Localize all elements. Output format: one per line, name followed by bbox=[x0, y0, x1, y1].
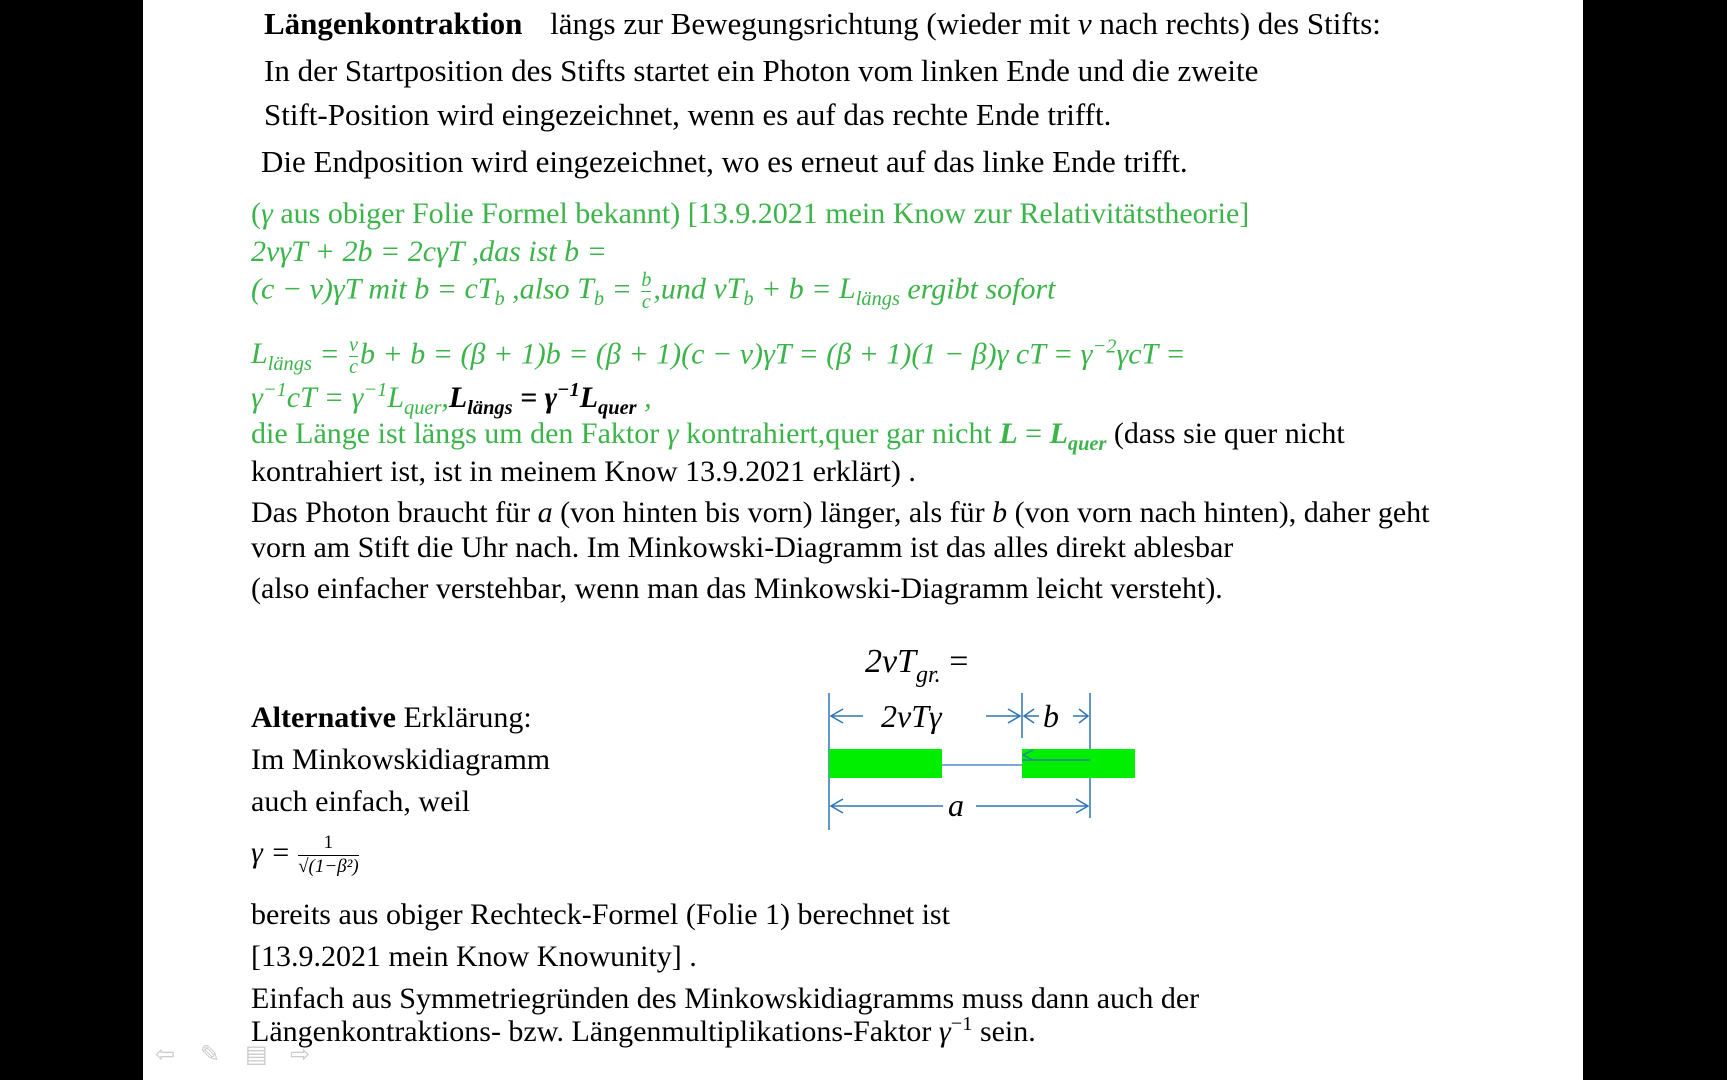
derivation-line-6: die Länge ist längs um den Faktor γ kontrahiert,quer gar nicht $L = L_{quer}$ (dass sie quer nicht bbox=[251, 417, 1345, 455]
heading-title: Längenkontraktion bbox=[264, 6, 523, 41]
alternative-line-2: auch einfach, weil bbox=[251, 785, 471, 818]
diagram-top-label: $2vT_{gr.}$ = bbox=[865, 643, 969, 688]
menu-icon[interactable]: ▤ bbox=[245, 1040, 268, 1068]
intro-line-3: Die Endposition wird eingezeichnet, wo es erneut auf das linke Ende trifft. bbox=[261, 144, 1188, 179]
intro-line-2: Stift-Position wird eingezeichnet, wenn es auf das rechte Ende trifft. bbox=[264, 97, 1112, 132]
alternative-after-3: Einfach aus Symmetriegründen des Minkowskidiagramms muss dann auch der bbox=[251, 982, 1200, 1015]
pen-start-bar bbox=[829, 749, 942, 778]
pen-icon[interactable]: ✎ bbox=[200, 1040, 221, 1068]
diagram-bottom-label: a bbox=[948, 787, 964, 823]
derivation-line-2: 2vγT + 2b = 2cγT ,das ist b = bbox=[251, 235, 607, 268]
diagram-seg2-label: b bbox=[1043, 698, 1059, 734]
derivation-line-3: (c − v)γT mit $b = cT_b$ ,also $T_b$ = $\frac{b}{c}$ ,und $vT_b + b = L_{längs}$ ergibt sofort bbox=[251, 269, 1056, 313]
length-diagram bbox=[143, 0, 1583, 1080]
pen-end-bar bbox=[1022, 749, 1135, 778]
back-arrow-icon[interactable]: ⇦ bbox=[155, 1040, 176, 1068]
photon-line-2: vorn am Stift die Uhr nach. Im Minkowski-Diagramm ist das alles direkt ablesbar bbox=[251, 531, 1234, 564]
alternative-after-4: Längenkontraktions- bzw. Längenmultiplikations-Faktor $\gamma^{-1}$ sein. bbox=[251, 1013, 1036, 1048]
diagram-seg1-label: 2vTγ bbox=[881, 698, 942, 734]
heading-rest: längs zur Bewegungsrichtung (wieder mit v nach rechts) des Stifts: bbox=[550, 6, 1381, 41]
alternative-after-2: [13.9.2021 mein Know Knowunity] . bbox=[251, 940, 697, 973]
alternative-line-1: Im Minkowskidiagramm bbox=[251, 743, 551, 776]
intro-line-1: In der Startposition des Stifts startet ein Photon vom linken Ende und die zweite bbox=[264, 53, 1259, 88]
gamma-formula: γ = $\frac{1}{\text{√(1−β²)}}$ bbox=[251, 832, 359, 877]
derivation-line-7: kontrahiert ist, ist in meinem Know 13.9.2021 erklärt) . bbox=[251, 455, 916, 488]
derivation-line-5: $\gamma^{-1}cT = \gamma^{-1}L_{quer},L_{längs} = \gamma^{-1}L_{quer}$ , bbox=[251, 379, 652, 419]
derivation-line-6-note: (dass sie quer nicht bbox=[1113, 417, 1345, 450]
alternative-after-1: bereits aus obiger Rechteck-Formel (Folie 1) berechnet ist bbox=[251, 898, 950, 931]
forward-arrow-icon[interactable]: ⇨ bbox=[290, 1040, 311, 1068]
photon-line-3: (also einfacher verstehbar, wenn man das Minkowski-Diagramm leicht versteht). bbox=[251, 572, 1223, 605]
derivation-line-4: $L_{längs}$ = $\frac{v}{c}$ b + b = (β + 1)b = (β + 1)(c − v)γT = (β + 1)(1 − β)γ cT = $\gamma^{-2}\gamma cT$ = bbox=[251, 334, 1186, 378]
photon-line-1: Das Photon braucht für a (von hinten bis vorn) länger, als für b (von vorn nach hinten), daher geht bbox=[251, 496, 1430, 529]
alternative-bold: Alternative bbox=[251, 701, 396, 734]
derivation-line-1: (γ aus obiger Folie Formel bekannt) [13.9.2021 mein Know zur Relativitätstheorie] bbox=[251, 197, 1250, 230]
alternative-rest: Erklärung: bbox=[403, 701, 532, 734]
slide bbox=[143, 0, 1583, 1080]
